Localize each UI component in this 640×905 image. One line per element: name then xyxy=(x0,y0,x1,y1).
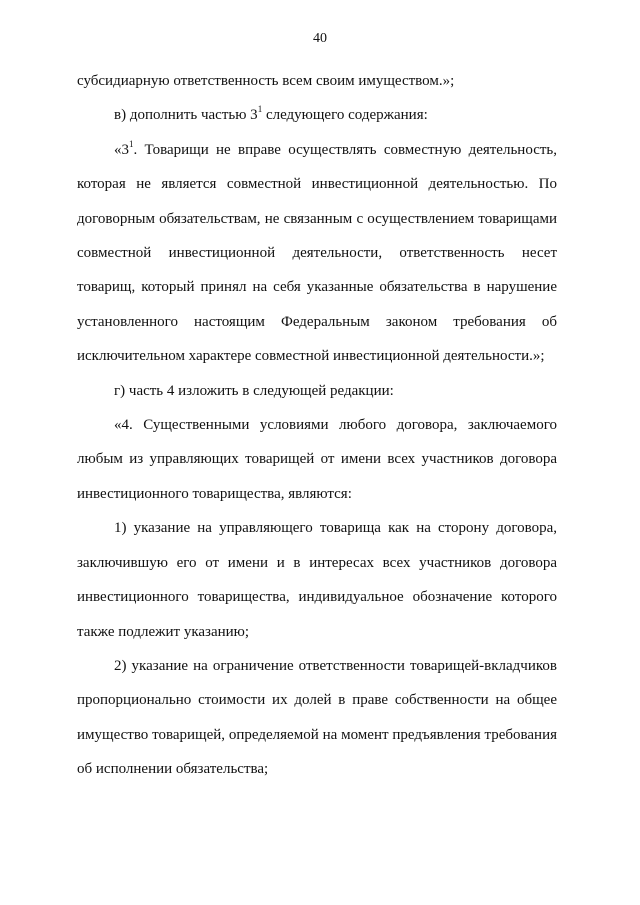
document-body xyxy=(77,64,557,787)
paragraph-subsidiary-liability xyxy=(77,64,557,98)
text-line: об исполнении обязательства; xyxy=(77,761,269,778)
text-line: пропорционально стоимости их долей в праве собственности на общее xyxy=(77,692,557,709)
paragraph-amendment-g: г) часть 4 изложить в следующей редакции: xyxy=(114,382,394,399)
paragraph-item-1 xyxy=(77,511,557,649)
text-line: инвестиционного товарищества, являются: xyxy=(77,485,352,502)
superscript: 1 xyxy=(257,104,263,115)
text-line: исключительном характере совместной инвестиционной деятельности.»; xyxy=(77,348,545,365)
text-line xyxy=(77,133,557,167)
superscript: 1 xyxy=(129,138,134,149)
paragraph-part-3-1 xyxy=(77,133,557,374)
page-number: 40 xyxy=(313,31,327,46)
text-line: которая не является совместной инвестиционной деятельностью. По xyxy=(77,176,557,193)
text-line: договорным обязательствам, не связанным с осуществлением товарищами xyxy=(77,210,557,227)
text-line: инвестиционного товарищества, индивидуальное обозначение которого xyxy=(77,589,557,606)
text-line: установленного настоящим Федеральным законом требования об xyxy=(77,313,557,330)
text-run: . Товарищи не вправе осуществлять совместную деятельность, xyxy=(133,141,557,158)
text-line: 1) указание на управляющего товарища как на сторону договора, xyxy=(114,520,557,537)
text-run: следующего содержания: xyxy=(262,107,428,124)
paragraph-item-2 xyxy=(77,649,557,787)
paragraph-part-4 xyxy=(77,408,557,511)
text-line: субсидиарную ответственность всем своим имуществом.»; xyxy=(77,73,455,89)
text-line: заключившую его от имени и в интересах всех участников договора xyxy=(77,554,557,571)
paragraph-amendment-v xyxy=(77,98,557,132)
text-run: в) дополнить частью 3 xyxy=(114,107,258,124)
text-line: также подлежит указанию; xyxy=(77,623,250,640)
text-line: 2) указание на ограничение ответственности товарищей-вкладчиков xyxy=(114,657,557,674)
text-line: товарищ, который принял на себя указанные обязательства в нарушение xyxy=(77,279,557,296)
text-line: «4. Существенными условиями любого договора, заключаемого xyxy=(114,417,557,434)
text-run: «3 xyxy=(114,141,129,158)
text-line: любым из управляющих товарищей от имени всех участников договора xyxy=(77,451,557,468)
text-line: совместной инвестиционной деятельности, ответственность несет xyxy=(77,245,557,262)
text-line: имущество товарищей, определяемой на момент предъявления требования xyxy=(77,726,557,743)
